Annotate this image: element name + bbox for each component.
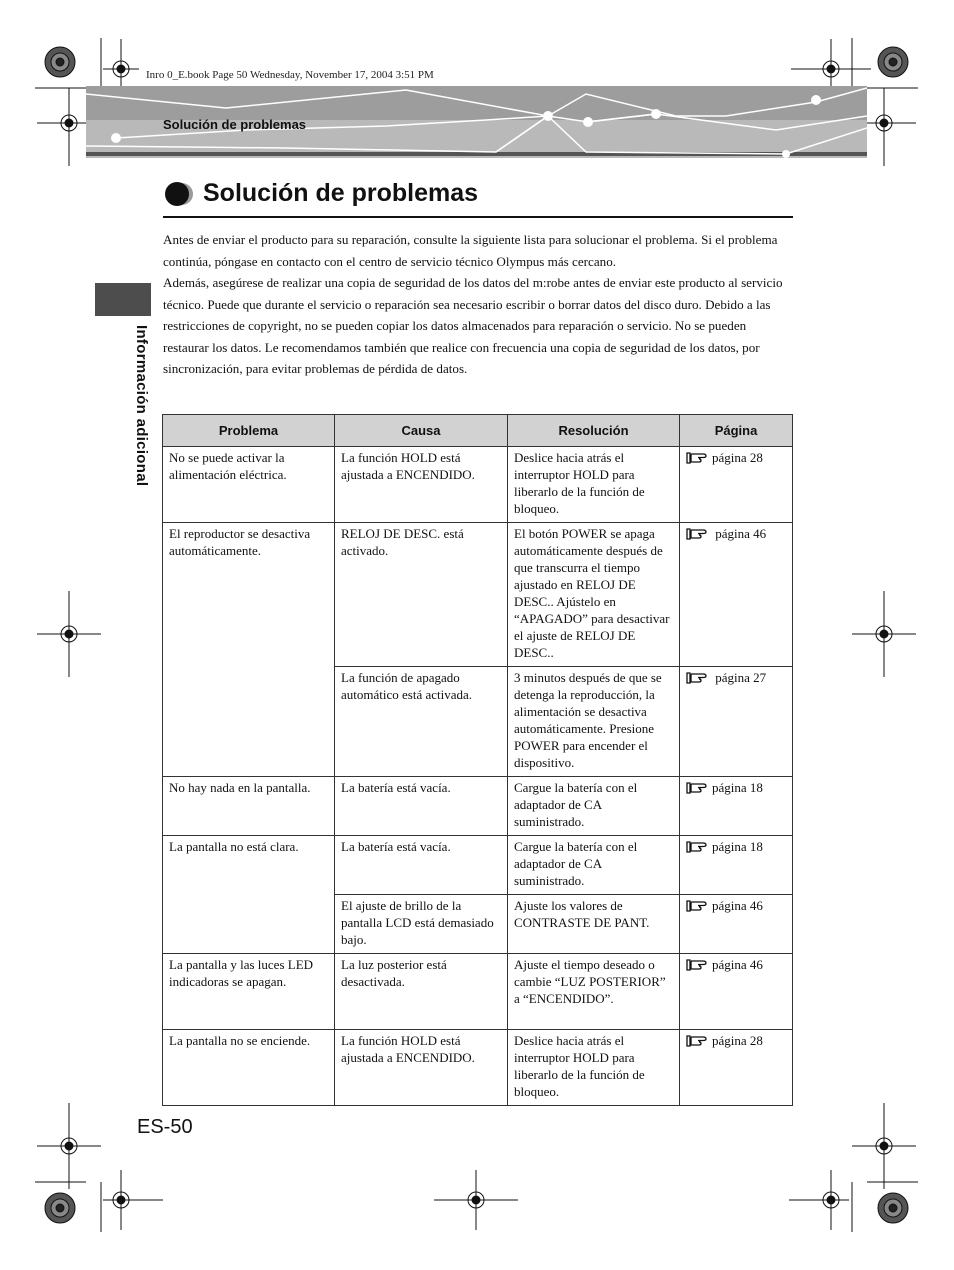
cause-cell: La batería está vacía. (335, 836, 508, 895)
page-reference-link[interactable]: página 46 (712, 957, 763, 972)
column-header-resolution: Resolución (508, 415, 680, 447)
pointing-hand-icon (686, 670, 708, 684)
cause-cell: La función HOLD está ajustada a ENCENDIDO. (335, 1030, 508, 1106)
column-header-cause: Causa (335, 415, 508, 447)
running-header: Solución de problemas (163, 117, 307, 132)
pointing-hand-icon (686, 957, 708, 971)
pointing-hand-icon (686, 780, 708, 794)
page-cell (680, 836, 793, 895)
table-row (163, 954, 793, 1030)
table-row (163, 523, 793, 667)
cause-cell: La luz posterior está desactivada. (335, 954, 508, 1030)
page-reference-link[interactable]: página 28 (712, 1033, 763, 1048)
intro-text (163, 229, 793, 380)
table-header-row (163, 415, 793, 447)
bullet-icon (165, 182, 189, 206)
page-reference-link[interactable]: página 18 (712, 780, 763, 795)
problem-cell: El reproductor se desactiva automáticamente. (163, 523, 335, 777)
page-title: Solución de problemas (203, 179, 479, 207)
problem-cell: La pantalla no está clara. (163, 836, 335, 954)
page-cell (680, 447, 793, 523)
section-heading (163, 178, 793, 218)
problem-cell: La pantalla y las luces LED indicadoras se apagan. (163, 954, 335, 1030)
resolution-cell: Deslice hacia atrás el interruptor HOLD para liberarlo de la función de bloqueo. (508, 447, 680, 523)
column-header-problem: Problema (163, 415, 335, 447)
table-row (163, 1030, 793, 1106)
resolution-cell: Ajuste los valores de CONTRASTE DE PANT. (508, 895, 680, 954)
page-cell (680, 895, 793, 954)
problem-cell: No hay nada en la pantalla. (163, 777, 335, 836)
table-row (163, 777, 793, 836)
cause-cell: La función de apagado automático está activada. (335, 667, 508, 777)
side-tab-label (130, 325, 152, 515)
pointing-hand-icon (686, 839, 708, 853)
pointing-hand-icon (686, 898, 708, 912)
resolution-cell: 3 minutos después de que se detenga la reproducción, la alimentación se desactiva automáticamente. Presione POWER para encender el dispositivo. (508, 667, 680, 777)
page-reference-link[interactable]: página 27 (715, 670, 767, 685)
table-row (163, 836, 793, 895)
resolution-cell: El botón POWER se apaga automáticamente después de que transcurra el tiempo ajustado en RELOJ DE DESC.. Ajústelo en “APAGADO” para desactivar el ajuste de RELOJ DE DESC.. (508, 523, 680, 667)
cause-cell: RELOJ DE DESC. está activado. (335, 523, 508, 667)
cause-cell: La función HOLD está ajustada a ENCENDIDO. (335, 447, 508, 523)
column-header-page: Página (680, 415, 793, 447)
pointing-hand-icon (686, 526, 708, 540)
intro-paragraph: Además, asegúrese de realizar una copia de seguridad de los datos del m:robe antes de enviar este producto al servicio técnico. Puede que durante el servicio o reparación sea necesario escribir o borrar datos del disco duro. Debido a las restricciones de copyright, no se pueden copiar los datos almacenados para reparación o servicio. No se pueden restaurar los datos. Le recomendamos también que realice con frecuencia una copia de seguridad de los datos, por sincronización, para evitar problemas de pérdida de datos. (163, 275, 783, 376)
table-row (163, 447, 793, 523)
side-tab-text: Información adicional (133, 325, 150, 487)
book-info: Inro 0_E.book Page 50 Wednesday, November 17, 2004 3:51 PM (146, 69, 434, 81)
page-reference-link[interactable]: página 46 (712, 898, 763, 913)
troubleshooting-table (162, 414, 793, 1106)
page-cell (680, 954, 793, 1030)
page-reference-link[interactable]: página 18 (712, 839, 763, 854)
problem-cell: La pantalla no se enciende. (163, 1030, 335, 1106)
intro-paragraph: Antes de enviar el producto para su reparación, consulte la siguiente lista para solucionar el problema. Si el problema continúa, póngase en contacto con el centro de servicio técnico Olympus más cercano. (163, 232, 778, 269)
side-tab-marker (95, 283, 151, 316)
problem-cell: No se puede activar la alimentación eléctrica. (163, 447, 335, 523)
page-cell (680, 777, 793, 836)
pointing-hand-icon (686, 450, 708, 464)
page-number: ES-50 (137, 1116, 193, 1138)
page-reference-link[interactable]: página 46 (715, 526, 767, 541)
resolution-cell: Cargue la batería con el adaptador de CA suministrado. (508, 836, 680, 895)
page-cell (680, 667, 793, 777)
cause-cell: La batería está vacía. (335, 777, 508, 836)
page-cell (680, 1030, 793, 1106)
page-reference-link[interactable]: página 28 (712, 450, 763, 465)
page-cell (680, 523, 793, 667)
resolution-cell: Ajuste el tiempo deseado o cambie “LUZ POSTERIOR” a “ENCENDIDO”. (508, 954, 680, 1030)
pointing-hand-icon (686, 1033, 708, 1047)
resolution-cell: Cargue la batería con el adaptador de CA suministrado. (508, 777, 680, 836)
cause-cell: El ajuste de brillo de la pantalla LCD está demasiado bajo. (335, 895, 508, 954)
resolution-cell: Deslice hacia atrás el interruptor HOLD para liberarlo de la función de bloqueo. (508, 1030, 680, 1106)
